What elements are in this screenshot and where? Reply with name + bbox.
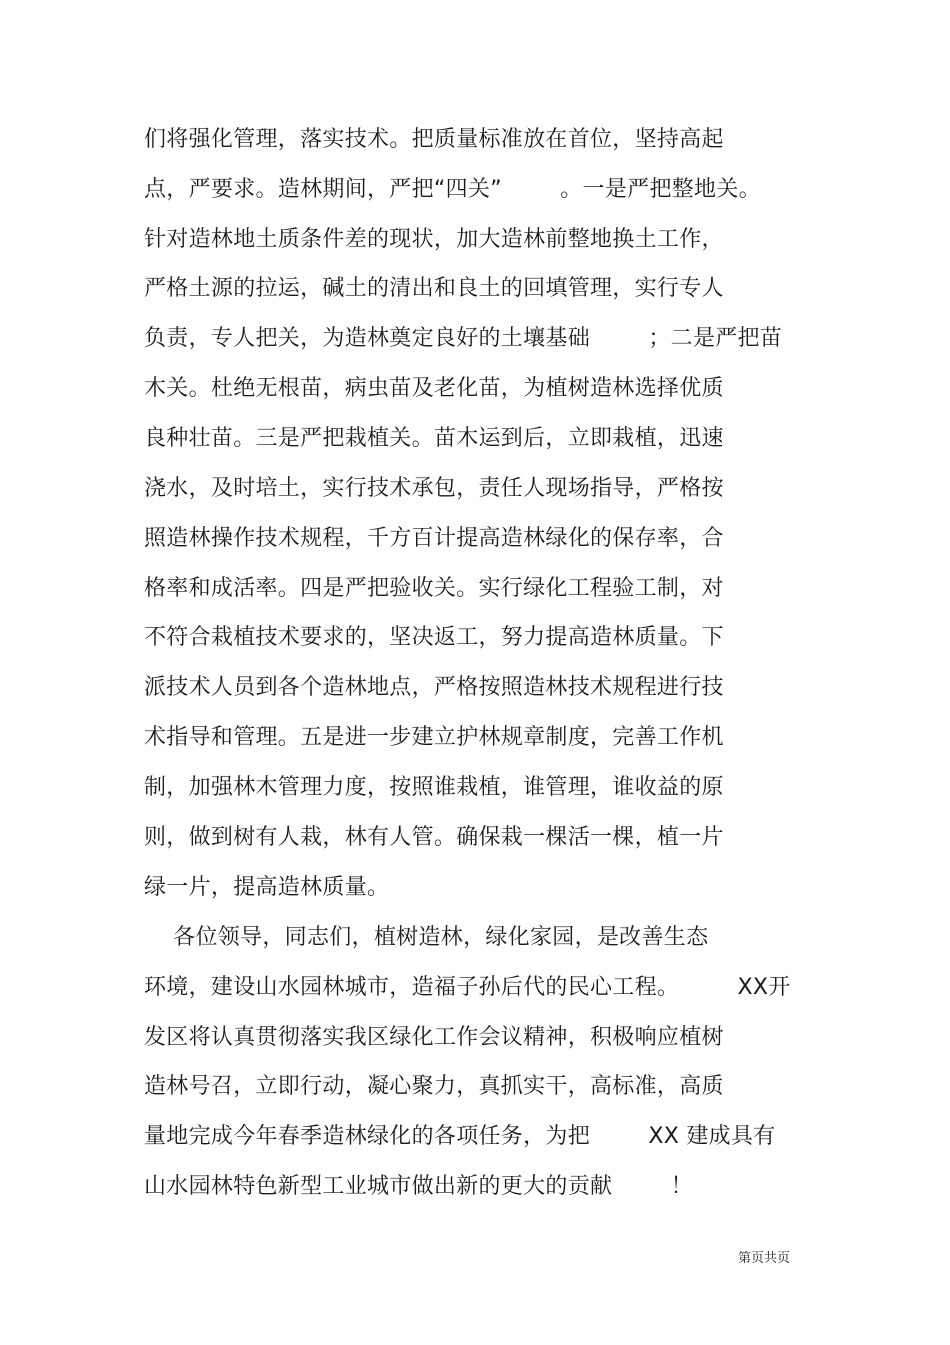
page-footer: 第页共页	[738, 1251, 791, 1266]
body-text-line: 造林号召，立即行动，凝心聚力，真抓实干，高标准，高质	[144, 1074, 724, 1099]
body-text-line: 负责，专人把关，为造林奠定良好的土壤基础 ；二是严把苗	[144, 326, 783, 351]
body-text-line: 针对造林地土质条件差的现状，加大造林前整地换土工作，	[144, 227, 724, 252]
paragraph-first-line: 各位领导，同志们，植树造林，绿化家园，是改善生态	[144, 925, 709, 950]
body-text-line: 照造林操作技术规程，千方百计提高造林绿化的保存率，合	[144, 526, 724, 551]
body-text-line: 木关。杜绝无根苗，病虫苗及老化苗，为植树造林选择优质	[144, 376, 724, 401]
body-text-line: 浇水，及时培土，实行技术承包，责任人现场指导，严格按	[144, 476, 724, 501]
body-text-line: 山水园林特色新型工业城市做出新的更大的贡献 ！	[144, 1174, 693, 1199]
body-text-line: 点，严要求。造林期间，严把“四关” 。一是严把整地关。	[144, 177, 761, 202]
body-text-line: 发区将认真贯彻落实我区绿化工作会议精神，积极响应植树	[144, 1025, 724, 1050]
body-text-line: 则，做到树有人栽，林有人管。确保栽一棵活一棵，植一片	[144, 825, 724, 850]
body-text-line: 量地完成今年春季造林绿化的各项任务，为把 XX 建成具有	[144, 1124, 776, 1149]
body-text-line: 良种壮苗。三是严把栽植关。苗木运到后，立即栽植，迅速	[144, 426, 724, 451]
body-text-line: 术指导和管理。五是进一步建立护林规章制度，完善工作机	[144, 725, 724, 750]
body-text-line: 绿一片，提高造林质量。	[144, 875, 390, 900]
body-text-line: 制，加强林木管理力度，按照谁栽植，谁管理，谁收益的原	[144, 775, 724, 800]
body-text-line: 派技术人员到各个造林地点，严格按照造林技术规程进行技	[144, 675, 724, 700]
body-text-line: 严格土源的拉运，碱土的清出和良土的回填管理，实行专人	[144, 276, 724, 301]
body-text-line: 们将强化管理，落实技术。把质量标准放在首位，坚持高起	[144, 127, 724, 152]
body-text-line: 不符合栽植技术要求的，坚决返工，努力提高造林质量。下	[144, 625, 724, 650]
body-text-line: 环境，建设山水园林城市，造福子孙后代的民心工程。 XX开	[144, 975, 791, 1000]
body-text-line: 格率和成活率。四是严把验收关。实行绿化工程验工制，对	[144, 576, 724, 601]
